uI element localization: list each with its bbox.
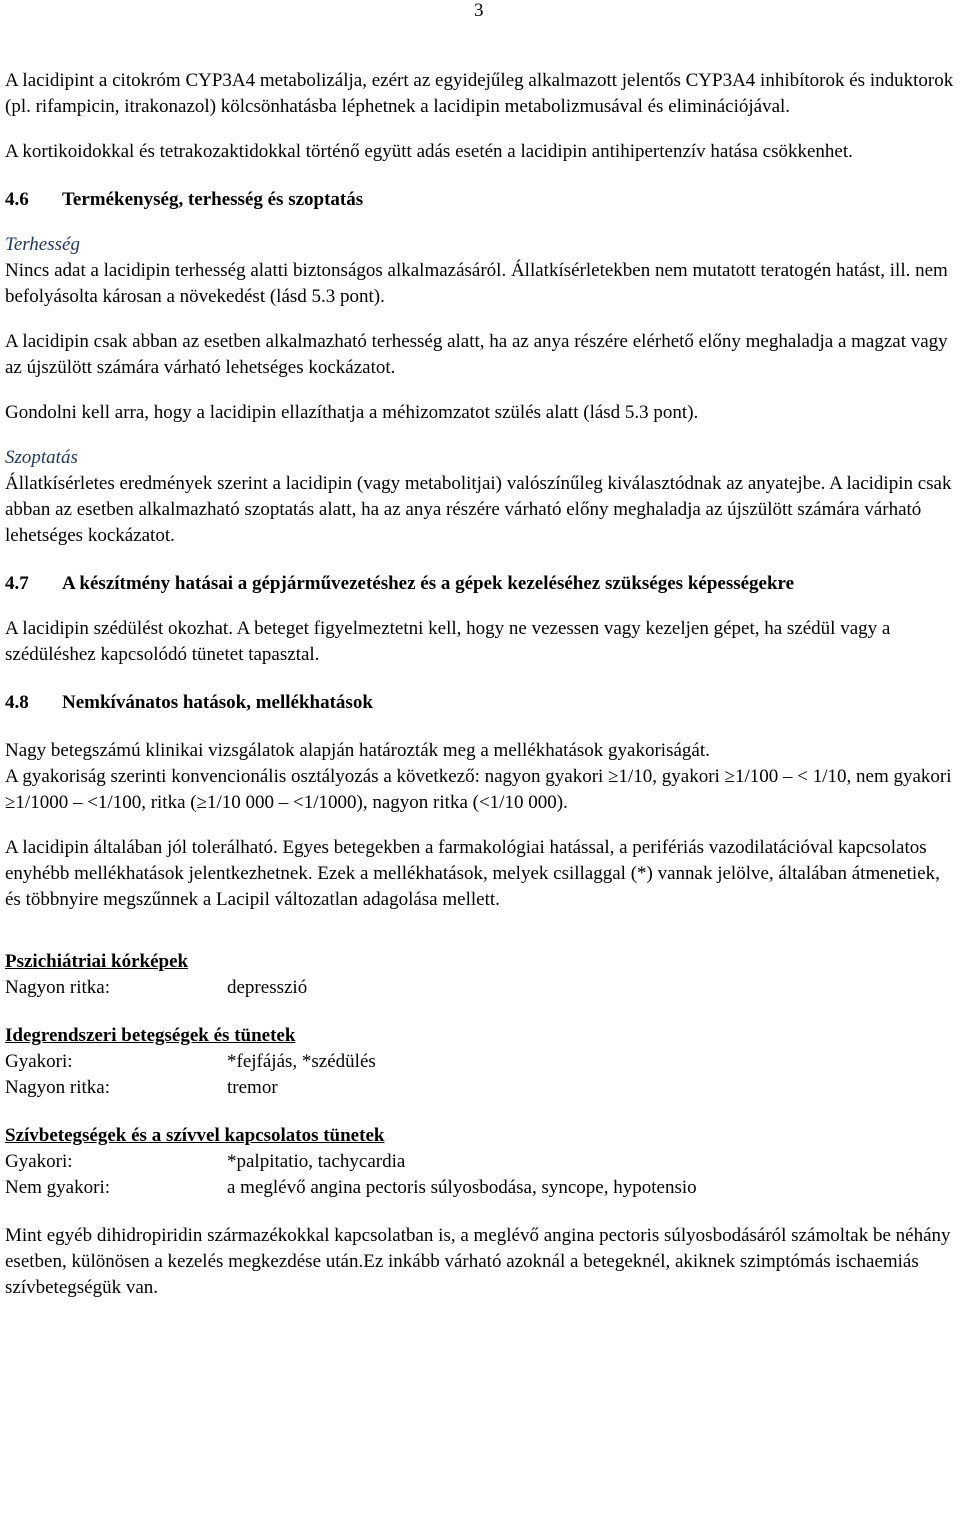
effect-text: depresszió	[227, 977, 308, 998]
paragraph-cyp3a4: A lacidipint a citokróm CYP3A4 metabolizálja, ezért az egyidejűleg alkalmazott jelentős CYP3A4 inhibítorok és induktorok (pl. rifampicin, itrakonazol) kölcsönhatásba léphetnek a lacidipin metabolizmusával és eliminációjával.	[5, 70, 954, 117]
frequency-label: Gyakori:	[5, 1051, 73, 1072]
adverse-effect-row	[5, 975, 955, 1001]
section-number: 4.7	[5, 573, 29, 594]
category-title: Pszichiátriai kórképek	[5, 951, 189, 972]
frequency-label: Nem gyakori:	[5, 1177, 111, 1198]
paragraph-driving: A lacidipin szédülést okozhat. A beteget figyelmeztetni kell, hogy ne vezessen vagy kezeljen gépet, ha szédül vagy a szédüléshez kapcsolódó tünetet tapasztal.	[5, 618, 891, 665]
section-number: 4.8	[5, 692, 29, 713]
section-heading-4-7	[5, 571, 955, 597]
effect-text: *fejfájás, *szédülés	[227, 1051, 376, 1072]
section-number: 4.6	[5, 189, 29, 210]
paragraph-frequency-classification: A gyakoriság szerinti konvencionális osztályozás a következő: nagyon gyakori ≥1/10, gyakori ≥1/100 – < 1/10, nem gyakori ≥1/1000 – <1/100, ritka (≥1/10 000 – <1/1000), nagyon ritka (<1/10 000).	[5, 766, 952, 813]
category-psychiatric	[5, 949, 955, 1001]
subheading-pregnancy: Terhesség	[5, 234, 80, 255]
paragraph-angina-note: Mint egyéb dihidropiridin származékokkal kapcsolatban is, a meglévő angina pectoris súlyosbodásáról számoltak be néhány esetben, különösen a kezelés megkezdése után.Ez inkább várható azoknál a betegeknél, akiknek szimptómás ischaemiás szívbetegségük van.	[5, 1225, 951, 1298]
paragraph-pregnancy-uterus: Gondolni kell arra, hogy a lacidipin ellazíthatja a méhizomzatot szülés alatt (lásd 5.3 pont).	[5, 402, 699, 423]
frequency-label: Nagyon ritka:	[5, 977, 111, 998]
paragraph-tolerability: A lacidipin általában jól tolerálható. Egyes betegekben a farmakológiai hatással, a perifériás vazodilatációval kapcsolatos enyhébb mellékhatások jelentkezhetnek. Ezek a mellékhatások, melyek csillaggal (*) vannak jelölve, általában átmenetiek, és többnyire megszűnnek a Lacipil változatlan adagolása mellett.	[5, 837, 940, 910]
paragraph-pregnancy-use: A lacidipin csak abban az esetben alkalmazható terhesség alatt, ha az anya részére elérhető előny meghaladja a magzat vagy az újszülött számára várható lehetséges kockázatot.	[5, 331, 948, 378]
effect-text: tremor	[227, 1077, 278, 1098]
category-cardiac	[5, 1123, 955, 1201]
effect-text: *palpitatio, tachycardia	[227, 1151, 406, 1172]
frequency-label: Gyakori:	[5, 1151, 73, 1172]
paragraph-pregnancy-data: Nincs adat a lacidipin terhesség alatti biztonságos alkalmazásáról. Állatkísérletekben nem mutatott teratogén hatást, ill. nem befolyásolta károsan a növekedést (lásd 5.3 pont).	[5, 260, 948, 307]
effect-text: a meglévő angina pectoris súlyosbodása, syncope, hypotensio	[227, 1177, 697, 1198]
category-title: Szívbetegségek és a szívvel kapcsolatos tünetek	[5, 1125, 385, 1146]
paragraph-corticoids: A kortikoidokkal és tetrakozaktidokkal történő együtt adás esetén a lacidipin antihipertenzív hatása csökkenhet.	[5, 141, 853, 162]
frequency-label: Nagyon ritka:	[5, 1077, 111, 1098]
adverse-effect-row	[5, 1049, 955, 1075]
adverse-effect-row	[5, 1149, 955, 1175]
adverse-effect-row	[5, 1075, 955, 1101]
adverse-effect-row	[5, 1175, 955, 1201]
paragraph-breastfeeding: Állatkísérletes eredmények szerint a lacidipin (vagy metabolitjai) valószínűleg kiválasztódnak az anyatejbe. A lacidipin csak abban az esetben alkalmazható szoptatás alatt, ha az anya részére várható előny meghaladja az újszülött számára várható lehetséges kockázatot.	[5, 473, 952, 546]
category-nervous-system	[5, 1023, 955, 1101]
section-title: Termékenység, terhesség és szoptatás	[62, 189, 364, 210]
paragraph-frequency-basis: Nagy betegszámú klinikai vizsgálatok alapján határozták meg a mellékhatások gyakoriságát.	[5, 740, 710, 761]
section-heading-4-6	[5, 187, 955, 213]
page-number: 3	[474, 0, 484, 21]
category-title: Idegrendszeri betegségek és tünetek	[5, 1025, 296, 1046]
section-title: A készítmény hatásai a gépjárművezetéshez és a gépek kezeléséhez szükséges képességekre	[62, 573, 795, 594]
document-body	[5, 68, 955, 1301]
section-title: Nemkívánatos hatások, mellékhatások	[62, 692, 373, 713]
subheading-breastfeeding: Szoptatás	[5, 447, 78, 468]
section-heading-4-8	[5, 690, 955, 716]
